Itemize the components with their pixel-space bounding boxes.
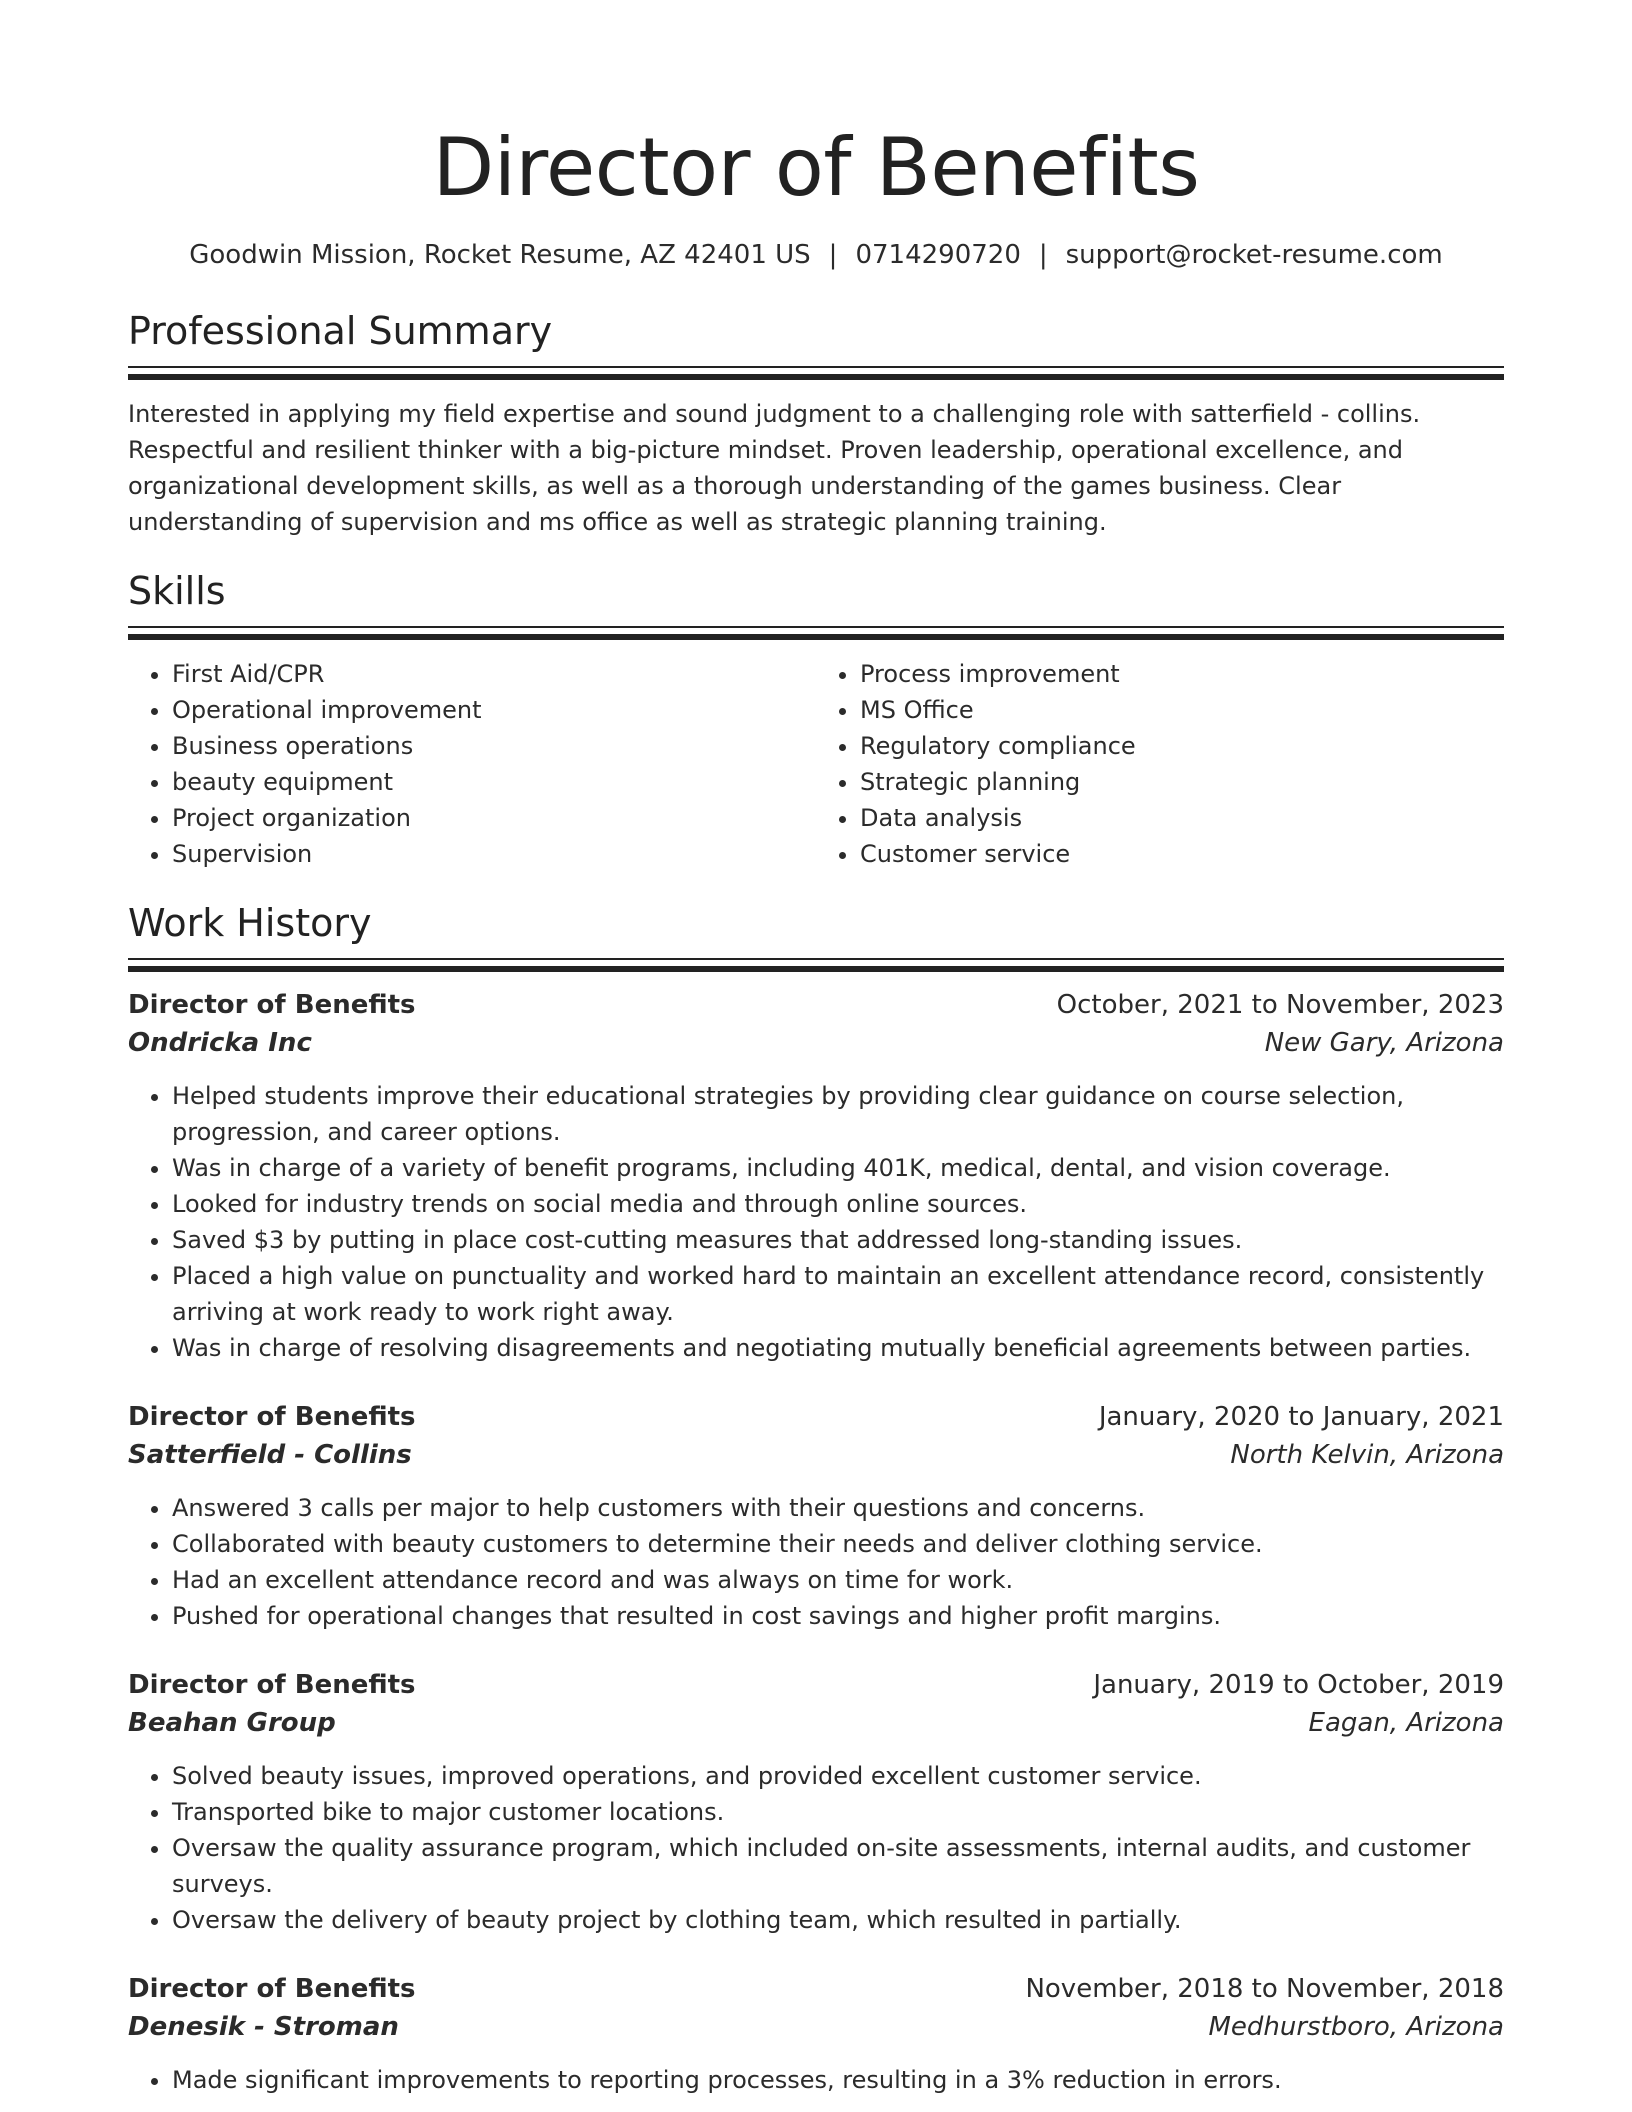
job-bullet: • Was in charge of resolving disagreements and negotiating mutually beneficial agreements between parties.	[172, 1330, 1504, 1366]
job-bullet: • Solved beauty issues, improved operations, and provided excellent customer service.	[172, 1758, 1504, 1794]
skills-list-left	[128, 656, 816, 872]
job-bullet: • Placed a high value on punctuality and worked hard to maintain an excellent attendance record, consistently arriving at work ready to work right away.	[172, 1258, 1504, 1330]
skills-grid	[128, 656, 1504, 872]
job-bullet: • Answered 3 calls per major to help customers with their questions and concerns.	[172, 1490, 1504, 1526]
job-company-row	[128, 2008, 1504, 2046]
skill-item: • Customer service	[860, 836, 1504, 872]
job-header-row	[128, 1970, 1504, 2008]
job-bullet: • Pushed for operational changes that resulted in cost savings and higher profit margins.	[172, 1598, 1504, 1634]
section-divider	[128, 626, 1504, 640]
job-header-row	[128, 986, 1504, 1024]
job-bullet: • Had an excellent attendance record and was always on time for work.	[172, 1562, 1504, 1598]
skills-list-right	[816, 656, 1504, 872]
job-header-row	[128, 1666, 1504, 1704]
skill-item: • Project organization	[172, 800, 816, 836]
job-entry	[128, 1398, 1504, 1634]
job-entry	[128, 1666, 1504, 1938]
skill-item: • Regulatory compliance	[860, 728, 1504, 764]
resume-title: Director of Benefits	[432, 121, 1200, 214]
resume-page	[128, 0, 1504, 2098]
section-divider	[128, 366, 1504, 380]
contact-separator: |	[828, 240, 838, 270]
job-bullet: • Saved $3 by putting in place cost-cutting measures that addressed long-standing issues.	[172, 1222, 1504, 1258]
contact-phone: 0714290720	[855, 240, 1021, 270]
job-title: Director of Benefits	[128, 1402, 416, 1432]
section-divider	[128, 958, 1504, 972]
job-company: Denesik - Stroman	[128, 2012, 399, 2042]
job-title: Director of Benefits	[128, 990, 416, 1020]
job-company: Satterfield - Collins	[128, 1440, 412, 1470]
job-bullet: • Helped students improve their educational strategies by providing clear guidance on course selection, progression, and career options.	[172, 1078, 1504, 1150]
summary-text: Interested in applying my field expertise and sound judgment to a challenging role with satterfield - collins. Respectful and resilient thinker with a big-picture mindset. Proven leadership, operational excellence, and organizational development skills, as well as a thorough understanding of the games business. Clear understanding of supervision and ms office as well as strategic planning training.	[128, 400, 1421, 536]
contact-address: Goodwin Mission, Rocket Resume, AZ 42401 US	[189, 240, 811, 270]
job-dates: January, 2020 to January, 2021	[1098, 1402, 1504, 1432]
job-location: Medhurstboro, Arizona	[1208, 2012, 1504, 2042]
job-bullet: • Made significant improvements to reporting processes, resulting in a 3% reduction in errors.	[172, 2062, 1504, 2098]
skill-item: • Data analysis	[860, 800, 1504, 836]
job-bullets	[128, 2062, 1504, 2098]
job-header-row	[128, 1398, 1504, 1436]
job-title: Director of Benefits	[128, 1670, 416, 1700]
job-bullets	[128, 1078, 1504, 1366]
job-location: New Gary, Arizona	[1264, 1028, 1504, 1058]
skill-item: • Operational improvement	[172, 692, 816, 728]
job-bullet: • Looked for industry trends on social media and through online sources.	[172, 1186, 1504, 1222]
job-company: Beahan Group	[128, 1708, 336, 1738]
job-location: North Kelvin, Arizona	[1230, 1440, 1504, 1470]
skill-item: • First Aid/CPR	[172, 656, 816, 692]
skill-item: • beauty equipment	[172, 764, 816, 800]
job-location: Eagan, Arizona	[1308, 1708, 1504, 1738]
job-bullet: • Was in charge of a variety of benefit programs, including 401K, medical, dental, and vision coverage.	[172, 1150, 1504, 1186]
job-bullets	[128, 1490, 1504, 1634]
job-bullet: • Transported bike to major customer locations.	[172, 1794, 1504, 1830]
skills-section	[128, 566, 1504, 872]
job-bullet: • Collaborated with beauty customers to determine their needs and deliver clothing service.	[172, 1526, 1504, 1562]
work-section	[128, 898, 1504, 2098]
skill-item: • Supervision	[172, 836, 816, 872]
section-heading: Skills	[128, 569, 226, 613]
section-heading: Professional Summary	[128, 309, 553, 353]
job-company-row	[128, 1436, 1504, 1474]
skill-item: • Business operations	[172, 728, 816, 764]
job-dates: November, 2018 to November, 2018	[1025, 1974, 1504, 2004]
job-dates: January, 2019 to October, 2019	[1093, 1670, 1504, 1700]
job-bullet: • Oversaw the delivery of beauty project by clothing team, which resulted in partially.	[172, 1902, 1504, 1938]
skill-item: • Process improvement	[860, 656, 1504, 692]
contact-line	[128, 238, 1504, 272]
job-company: Ondricka Inc	[128, 1028, 312, 1058]
job-title: Director of Benefits	[128, 1974, 416, 2004]
section-heading: Work History	[128, 901, 372, 945]
skill-item: • Strategic planning	[860, 764, 1504, 800]
contact-email[interactable]: support@rocket-resume.com	[1065, 240, 1443, 270]
job-entry	[128, 1970, 1504, 2098]
job-bullet: • Oversaw the quality assurance program, which included on-site assessments, internal audits, and customer surveys.	[172, 1830, 1504, 1902]
skill-item: • MS Office	[860, 692, 1504, 728]
job-company-row	[128, 1704, 1504, 1742]
job-dates: October, 2021 to November, 2023	[1056, 990, 1504, 1020]
job-entry	[128, 986, 1504, 1366]
summary-section	[128, 306, 1504, 540]
job-bullets	[128, 1758, 1504, 1938]
job-company-row	[128, 1024, 1504, 1062]
contact-separator: |	[1038, 240, 1048, 270]
